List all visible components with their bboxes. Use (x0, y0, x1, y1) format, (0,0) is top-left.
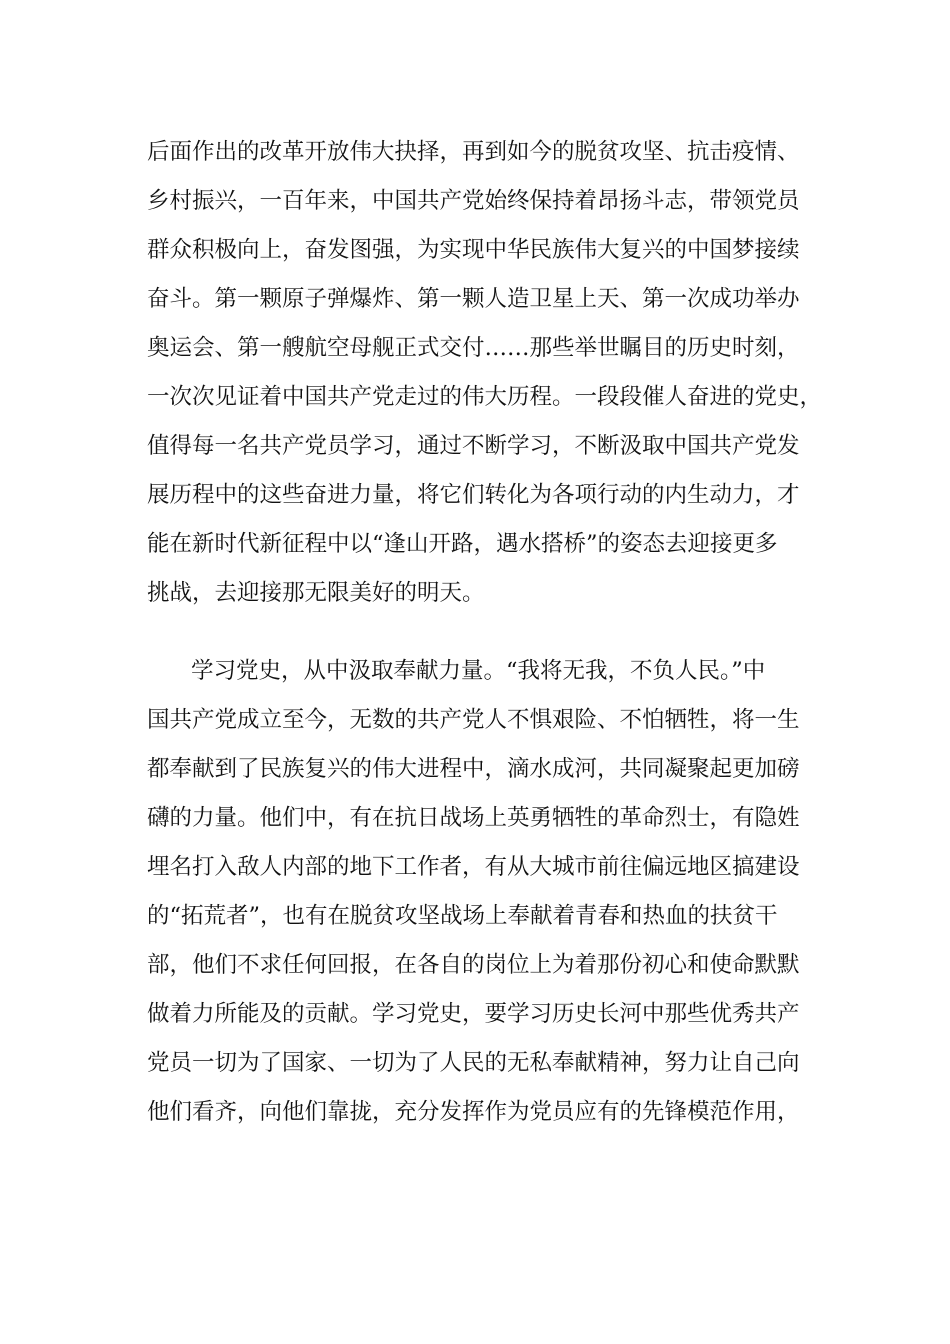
text-line: 群众积极向上，奋发图强，为实现中华民族伟大复兴的中国梦接续 (147, 237, 800, 263)
text-line: 做着力所能及的贡献。学习党史，要学习历史长河中那些优秀共产 (147, 1001, 800, 1027)
text-line: 后面作出的改革开放伟大抉择，再到如今的脱贫攻坚、抗击疫情、 (147, 139, 800, 165)
text-line: 都奉献到了民族复兴的伟大进程中，滴水成河，共同凝聚起更加磅 (147, 756, 800, 782)
text-line: 他们看齐，向他们靠拢，充分发挥作为党员应有的先锋模范作用， (147, 1099, 800, 1125)
text-line: 展历程中的这些奋进力量，将它们转化为各项行动的内生动力，才 (147, 482, 800, 508)
text-line: 部，他们不求任何回报，在各自的岗位上为着那份初心和使命默默 (147, 952, 800, 978)
text-line: 学习党史，从中汲取奉献力量。“我将无我，不负人民。”中 (191, 658, 766, 684)
text-line: 乡村振兴，一百年来，中国共产党始终保持着昂扬斗志，带领党员 (147, 188, 800, 214)
text-line: 能在新时代新征程中以“逢山开路，遇水搭桥”的姿态去迎接更多 (147, 531, 778, 557)
text-line: 党员一切为了国家、一切为了人民的无私奉献精神，努力让自己向 (147, 1050, 800, 1076)
text-line: 挑战，去迎接那无限美好的明天。 (147, 580, 485, 606)
text-line: 一次次见证着中国共产党走过的伟大历程。一段段催人奋进的党史， (147, 384, 823, 410)
text-line: 埋名打入敌人内部的地下工作者，有从大城市前往偏远地区搞建设 (147, 854, 800, 880)
text-line: 国共产党成立至今，无数的共产党人不惧艰险、不怕牺牲，将一生 (147, 707, 800, 733)
text-line: 奋斗。第一颗原子弹爆炸、第一颗人造卫星上天、第一次成功举办 (147, 286, 800, 312)
text-line: 值得每一名共产党员学习，通过不断学习，不断汲取中国共产党发 (147, 433, 800, 459)
text-line: 礴的力量。他们中，有在抗日战场上英勇牺牲的革命烈士，有隐姓 (147, 805, 800, 831)
text-line: 奥运会、第一艘航空母舰正式交付……那些举世瞩目的历史时刻， (147, 335, 800, 361)
text-line: 的“拓荒者”，也有在脱贫攻坚战场上奉献着青春和热血的扶贫干 (147, 903, 778, 929)
